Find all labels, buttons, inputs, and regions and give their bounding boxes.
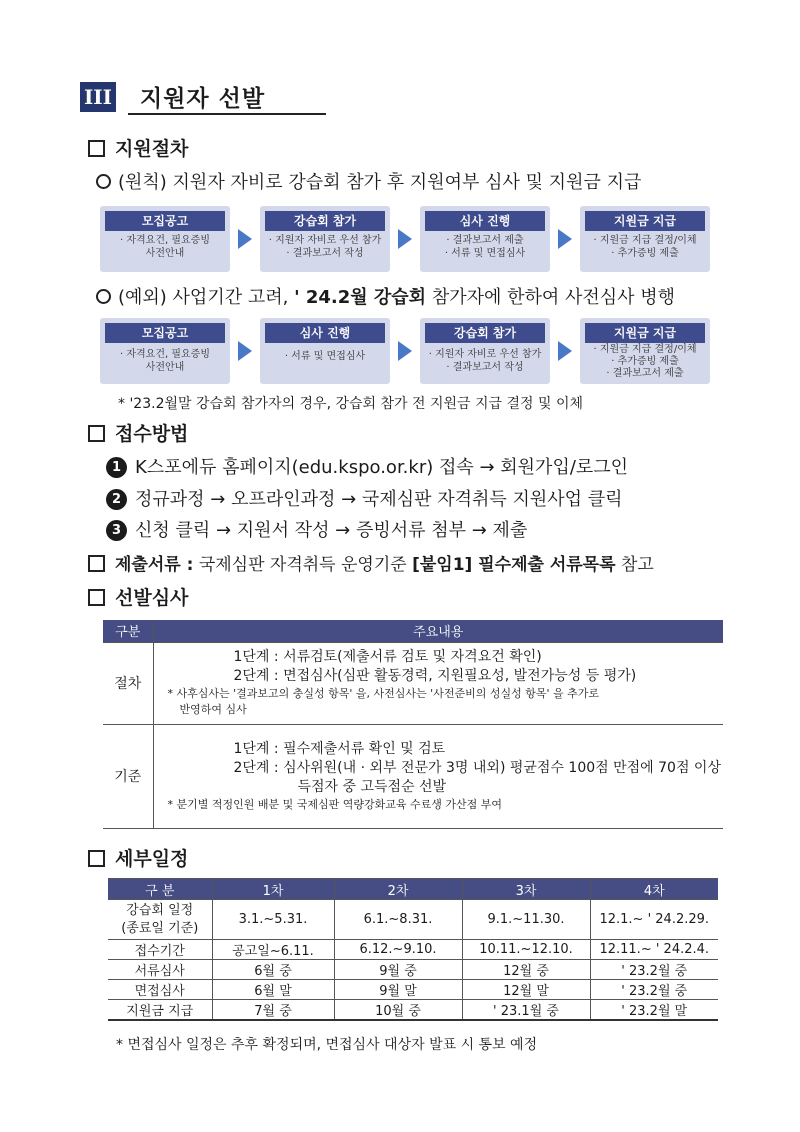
section-number-badge: III [80, 82, 116, 112]
header-cell: 1차 [212, 879, 334, 900]
row-label-line: (종료일 기준) [121, 920, 199, 936]
circle-bullet-icon [96, 289, 111, 304]
section-heading [80, 78, 330, 118]
row-label: 면접심사 [108, 980, 212, 1000]
stage-line: 사전안내 [145, 248, 185, 259]
stage-line: · 서류 및 면접심사 [284, 351, 366, 362]
row-content [153, 642, 723, 724]
selection-heading-text: 선발심사 [115, 587, 189, 609]
table-cell: 9월 중 [334, 960, 462, 980]
table-row [108, 900, 718, 940]
step-text: 신청 클릭 → 지원서 작성 → 증빙서류 첨부 → 제출 [135, 520, 528, 541]
stage-title: 심사 진행 [425, 211, 545, 231]
table-header-row [103, 620, 723, 642]
schedule-table [108, 878, 718, 1021]
stage-body [260, 350, 390, 363]
content-line: 득점자 중 고득점순 선발 [297, 778, 447, 795]
procedure-flow-exception [100, 318, 720, 384]
table-cell: 7월 중 [212, 1000, 334, 1021]
content-line: 2단계 : 면접심사(심판 활동경력, 지원필요성, 발전가능성 등 평가) [233, 668, 637, 684]
schedule-heading-text: 세부일정 [115, 848, 189, 870]
stage-line: · 지원자 자비로 우선 참가 [268, 235, 382, 246]
stage-body [580, 344, 710, 380]
flow-stage [580, 206, 710, 272]
arrow-right-icon [558, 341, 572, 361]
table-cell: ' 23.1월 중 [462, 1000, 590, 1021]
flow-stage [420, 318, 550, 384]
exception-prefix: (예외) 사업기간 고려, [118, 287, 289, 308]
flow-stage [100, 318, 230, 384]
procedure-heading [88, 134, 188, 161]
documents-suffix: 참고 [620, 555, 654, 575]
circle-bullet-icon [96, 174, 111, 189]
header-cell: 2차 [334, 879, 462, 900]
stage-line: · 자격요건, 필요증빙 [120, 235, 210, 246]
content-note: * 분기별 적정인원 배분 및 국제심판 역량강화교육 수료생 가산점 부여 [167, 797, 502, 811]
stage-title: 강습회 참가 [265, 211, 385, 231]
table-row [103, 724, 723, 828]
stage-body [260, 234, 390, 260]
step-number-icon: 2 [106, 489, 127, 510]
table-cell: 6.12.~9.10. [334, 940, 462, 960]
stage-line: · 서류 및 면접심사 [444, 248, 526, 259]
row-label: 서류심사 [108, 960, 212, 980]
table-cell: 9.1.~11.30. [462, 900, 590, 940]
flow-stage [420, 206, 550, 272]
flow-stage [100, 206, 230, 272]
header-cell: 주요내용 [153, 620, 723, 642]
table-cell: 6월 중 [212, 960, 334, 980]
reception-step [106, 485, 623, 511]
row-label: 지원금 지급 [108, 1000, 212, 1021]
documents-text: 국제심판 자격취득 운영기준 [198, 555, 407, 575]
row-label: 접수기간 [108, 940, 212, 960]
stage-line: 사전안내 [145, 362, 185, 373]
reception-step [106, 453, 628, 479]
reception-step [106, 516, 527, 542]
table-row [103, 642, 723, 724]
table-row [108, 980, 718, 1000]
table-cell: 12.11.~ ' 24.2.4. [590, 940, 718, 960]
stage-line: · 결과보고서 작성 [286, 248, 364, 259]
reception-heading-text: 접수방법 [115, 423, 189, 445]
stage-title: 지원금 지급 [585, 211, 705, 231]
procedure-flow-standard [100, 206, 720, 272]
documents-bold: [붙임1] 필수제출 서류목록 [412, 555, 616, 575]
step-number-icon: 3 [106, 520, 127, 541]
arrow-right-icon [238, 341, 252, 361]
flow-stage [260, 318, 390, 384]
stage-title: 모집공고 [105, 211, 225, 231]
stage-title: 지원금 지급 [585, 323, 705, 343]
procedure-heading-text: 지원절차 [115, 138, 189, 160]
schedule-footnote: * 면접심사 일정은 추후 확정되며, 면접심사 대상자 발표 시 통보 예정 [116, 1037, 538, 1053]
stage-line: · 결과보고서 제출 [606, 368, 684, 379]
arrow-right-icon [558, 229, 572, 249]
procedure-principle [96, 168, 641, 194]
procedure-footnote: * '23.2월말 강습회 참가자의 경우, 강습회 참가 전 지원금 지급 결정 및 이체 [118, 396, 584, 412]
content-note: 반영하여 심사 [179, 703, 247, 716]
step-number-icon: 1 [106, 457, 127, 478]
stage-line: · 추가증빙 제출 [611, 356, 679, 367]
stage-body [580, 234, 710, 260]
header-cell: 구 분 [108, 879, 212, 900]
table-cell: 12월 말 [462, 980, 590, 1000]
step-text: 정규과정 → 오프라인과정 → 국제심판 자격취득 지원사업 클릭 [135, 489, 623, 510]
row-content [153, 724, 723, 828]
table-cell: 10.11.~12.10. [462, 940, 590, 960]
table-cell: ' 23.2월 중 [590, 960, 718, 980]
checkbox-icon [88, 140, 105, 157]
row-label-line: 강습회 일정 [126, 902, 194, 918]
flow-stage [580, 318, 710, 384]
table-cell: 6월 말 [212, 980, 334, 1000]
content-line: 1단계 : 필수제출서류 확인 및 검토 [233, 740, 446, 757]
table-cell: ' 23.2월 말 [590, 1000, 718, 1021]
step-text: K스포에듀 홈페이지(edu.kspo.or.kr) 접속 → 회원가입/로그인 [135, 457, 629, 478]
table-row [108, 1000, 718, 1021]
procedure-exception [96, 283, 675, 309]
stage-title: 심사 진행 [265, 323, 385, 343]
checkbox-icon [88, 589, 105, 606]
header-cell: 3차 [462, 879, 590, 900]
table-cell: 10월 중 [334, 1000, 462, 1021]
arrow-right-icon [238, 229, 252, 249]
table-cell: 12월 중 [462, 960, 590, 980]
selection-heading [88, 583, 188, 610]
table-header-row [108, 879, 718, 900]
table-row [108, 940, 718, 960]
table-cell: 3.1.~5.31. [212, 900, 334, 940]
documents-label: 제출서류 : [115, 555, 194, 575]
checkbox-icon [88, 555, 105, 572]
documents-line [88, 550, 654, 575]
table-cell: 12.1.~ ' 24.2.29. [590, 900, 718, 940]
stage-body [420, 234, 550, 260]
stage-title: 모집공고 [105, 323, 225, 343]
stage-body [100, 234, 230, 260]
row-label: 절차 [103, 642, 153, 724]
stage-line: · 지원자 자비로 우선 참가 [428, 349, 542, 360]
stage-body [100, 348, 230, 374]
checkbox-icon [88, 850, 105, 867]
stage-line: · 자격요건, 필요증빙 [120, 349, 210, 360]
header-cell: 구분 [103, 620, 153, 642]
stage-line: · 추가증빙 제출 [611, 248, 679, 259]
checkbox-icon [88, 425, 105, 442]
table-cell: 6.1.~8.31. [334, 900, 462, 940]
principle-text: (원칙) 지원자 자비로 강습회 참가 후 지원여부 심사 및 지원금 지급 [118, 172, 642, 193]
content-line: 2단계 : 심사위원(내 · 외부 전문가 3명 내외) 평균점수 100점 만점에 70점 이상 [233, 759, 721, 776]
arrow-right-icon [398, 229, 412, 249]
row-label [108, 900, 212, 940]
stage-line: · 결과보고서 제출 [446, 235, 524, 246]
table-row [108, 960, 718, 980]
exception-bold: ' 24.2월 강습회 [294, 287, 427, 308]
schedule-heading [88, 844, 188, 871]
stage-line: · 지원금 지급 결정/이체 [593, 344, 697, 355]
content-line: 1단계 : 서류검토(제출서류 검토 및 자격요건 확인) [233, 649, 542, 665]
section-title: 지원자 선발 [140, 86, 266, 112]
table-cell: ' 23.2월 중 [590, 980, 718, 1000]
content-note: * 사후심사는 '결과보고의 충실성 항목' 을, 사전심사는 '사전준비의 성실성 항목' 을 추가로 [167, 687, 599, 700]
stage-body [420, 348, 550, 374]
arrow-right-icon [398, 341, 412, 361]
stage-title: 강습회 참가 [425, 323, 545, 343]
stage-line: · 지원금 지급 결정/이체 [593, 235, 697, 246]
table-cell: 공고일~6.11. [212, 940, 334, 960]
stage-line: · 결과보고서 작성 [446, 362, 524, 373]
section-underline [128, 113, 326, 115]
reception-heading [88, 419, 188, 446]
selection-table [103, 620, 723, 829]
flow-stage [260, 206, 390, 272]
exception-suffix: 참가자에 한하여 사전심사 병행 [431, 287, 676, 308]
row-label: 기준 [103, 724, 153, 828]
header-cell: 4차 [590, 879, 718, 900]
table-cell: 9월 말 [334, 980, 462, 1000]
